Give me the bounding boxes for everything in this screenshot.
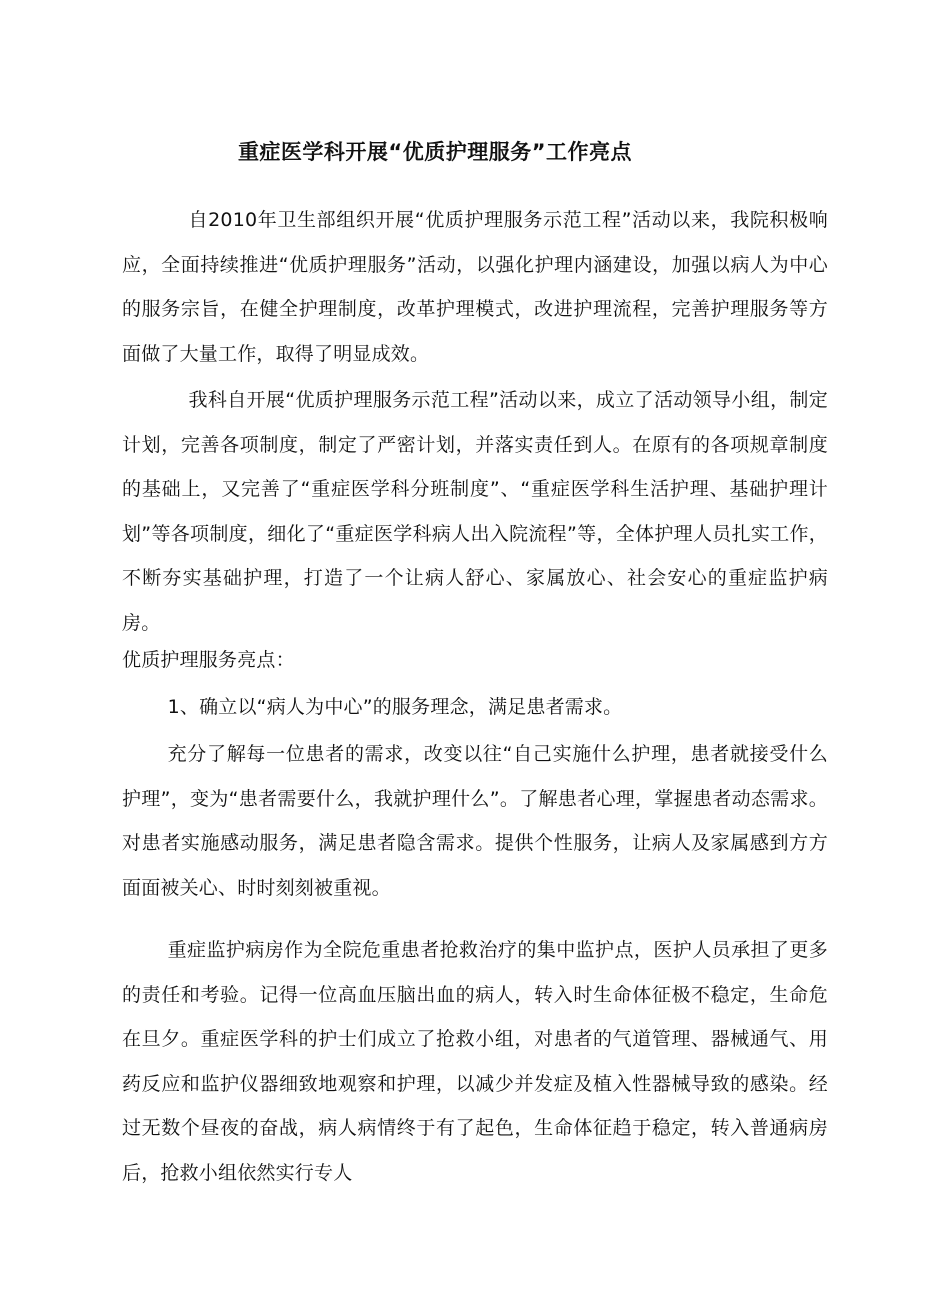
paragraph-patient-needs: 充分了解每一位患者的需求，改变以往“自己实施什么护理，患者就接受什么护理”，变为“患者需要什么，我就护理什么”。了解患者心理，掌握患者动态需求。对患者实施感动服务，满足患者隐含需求。提供个性服务，让病人及家属感到方方面面被关心、时时刻刻被重视。 (122, 743, 828, 899)
section-heading-highlights: 优质护理服务亮点： (122, 649, 295, 671)
paragraph-icu-case: 重症监护病房作为全院危重患者抢救治疗的集中监护点，医护人员承担了更多的责任和考验。记得一位高血压脑出血的病人，转入时生命体征极不稳定，生命危在旦夕。重症医学科的护士们成立了抢救小组，对患者的气道管理、器械通气、用药反应和监护仪器细致地观察和护理，以减少并发症及植入性器械导致的感染。经过无数个昼夜的奋战，病人病情终于有了起色，生命体征趋于稳定，转入普通病房后，抢救小组依然实行专人 (122, 939, 828, 1184)
paragraph-intro: 自2010年卫生部组织开展“优质护理服务示范工程”活动以来，我院积极响应，全面持续推进“优质护理服务”活动，以强化护理内涵建设，加强以病人为中心的服务宗旨，在健全护理制度，改革护理模式，改进护理流程，完善护理服务等方面做了大量工作，取得了明显成效。 (122, 209, 828, 365)
highlight-item-1: 1、确立以“病人为中心”的服务理念，满足患者需求。 (167, 696, 623, 718)
paragraph-department: 我科自开展“优质护理服务示范工程”活动以来，成立了活动领导小组，制定计划，完善各项制度，制定了严密计划，并落实责任到人。在原有的各项规章制度的基础上，又完善了“重症医学科分班制度”、“重症医学科生活护理、基础护理计划”等各项制度，细化了“重症医学科病人出入院流程”等，全体护理人员扎实工作，不断夯实基础护理，打造了一个让病人舒心、家属放心、社会安心的重症监护病房。 (122, 389, 828, 634)
document-title: 重症医学科开展“优质护理服务”工作亮点 (237, 140, 633, 164)
